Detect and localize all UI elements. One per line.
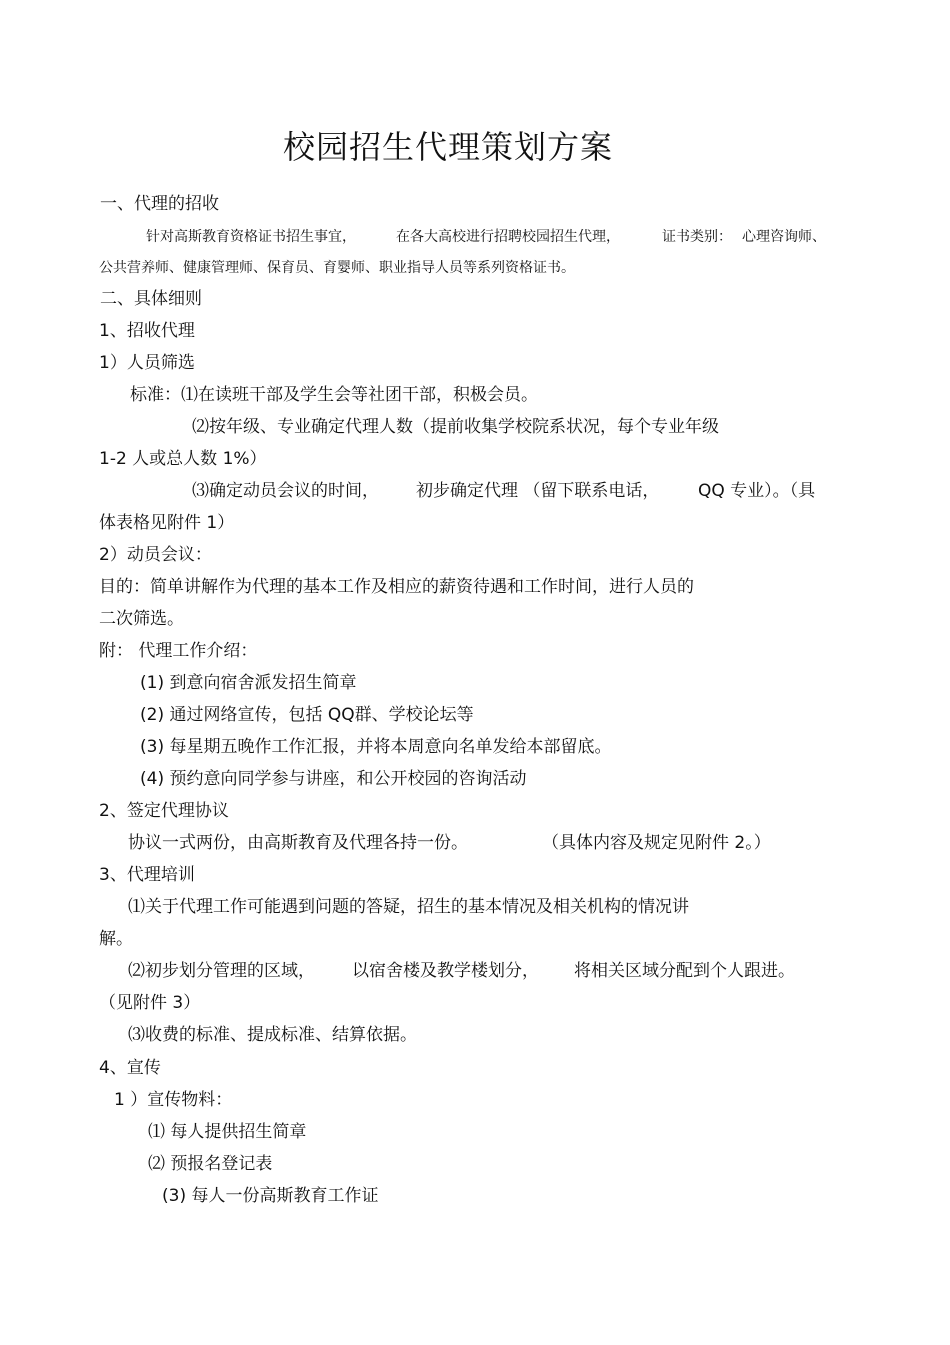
subsection-heading: 1、招收代理 [99, 321, 195, 341]
paragraph-fragment: ⑶确定动员会议的时间， [192, 481, 379, 501]
paragraph-fragment: 证书类别： [662, 229, 732, 245]
paragraph-fragment: 在各大高校进行招聘校园招生代理， [396, 229, 620, 245]
paragraph-line: ⑵按年级、专业确定代理人数（提前收集学校院系状况，每个专业年级 [192, 417, 719, 437]
subsection-heading: 3、代理培训 [99, 865, 195, 885]
paragraph-line: 附： 代理工作介绍： [99, 641, 258, 661]
paragraph-fragment: 针对高斯教育资格证书招生事宜， [146, 229, 356, 245]
list-item: (4) 预约意向同学参与讲座，和公开校园的咨询活动 [140, 769, 527, 789]
paragraph-fragment: 初步确定代理 （留下联系电话， [416, 481, 660, 501]
list-item: (1) 到意向宿舍派发招生简章 [140, 673, 357, 693]
paragraph-line: ⑴关于代理工作可能遇到问题的答疑，招生的基本情况及相关机构的情况讲 [128, 897, 689, 917]
paragraph-line: 1-2 人或总人数 1%） [99, 449, 267, 469]
paragraph-line: 公共营养师、健康管理师、保育员、育婴师、职业指导人员等系列资格证书。 [99, 260, 575, 276]
item-heading: 1）人员筛选 [99, 353, 195, 373]
paragraph-line: ⑶收费的标准、提成标准、结算依据。 [128, 1025, 417, 1045]
paragraph-line: 目的：简单讲解作为代理的基本工作及相应的薪资待遇和工作时间，进行人员的 [99, 577, 694, 597]
paragraph-fragment: 心理咨询师、 [742, 229, 826, 245]
paragraph-line: 二次筛选。 [99, 609, 184, 629]
list-item: ⑴ 每人提供招生简章 [148, 1122, 307, 1142]
list-item: ⑵ 预报名登记表 [148, 1154, 273, 1174]
subsection-heading: 2、签定代理协议 [99, 801, 229, 821]
list-item: (2) 通过网络宣传，包括 QQ群、学校论坛等 [140, 705, 474, 725]
subsection-heading: 4、宣传 [99, 1058, 161, 1078]
item-heading: 2）动员会议： [99, 545, 212, 565]
paragraph-line: 体表格见附件 1） [99, 513, 235, 533]
list-item: (3) 每人一份高斯教育工作证 [162, 1186, 379, 1206]
document-title: 校园招生代理策划方案 [282, 128, 613, 166]
list-item: (3) 每星期五晚作工作汇报，并将本周意向名单发给本部留底。 [140, 737, 612, 757]
paragraph-line: （见附件 3） [99, 993, 201, 1013]
paragraph-fragment: ⑵初步划分管理的区域， [128, 961, 315, 981]
paragraph-line: 标准：⑴在读班干部及学生会等社团干部，积极会员。 [130, 385, 538, 405]
section-heading: 一、代理的招收 [100, 194, 219, 214]
item-heading: 1 ）宣传物料： [114, 1090, 233, 1110]
paragraph-fragment: 将相关区域分配到个人跟进。 [574, 961, 795, 981]
paragraph-fragment: 协议一式两份，由高斯教育及代理各持一份。 [128, 833, 468, 853]
paragraph-fragment: （具体内容及规定见附件 2。） [542, 833, 771, 853]
paragraph-line: 解。 [99, 929, 133, 949]
paragraph-fragment: QQ 专业）。（具 [698, 481, 816, 501]
section-heading: 二、具体细则 [100, 289, 202, 309]
paragraph-fragment: 以宿舍楼及教学楼划分， [352, 961, 539, 981]
